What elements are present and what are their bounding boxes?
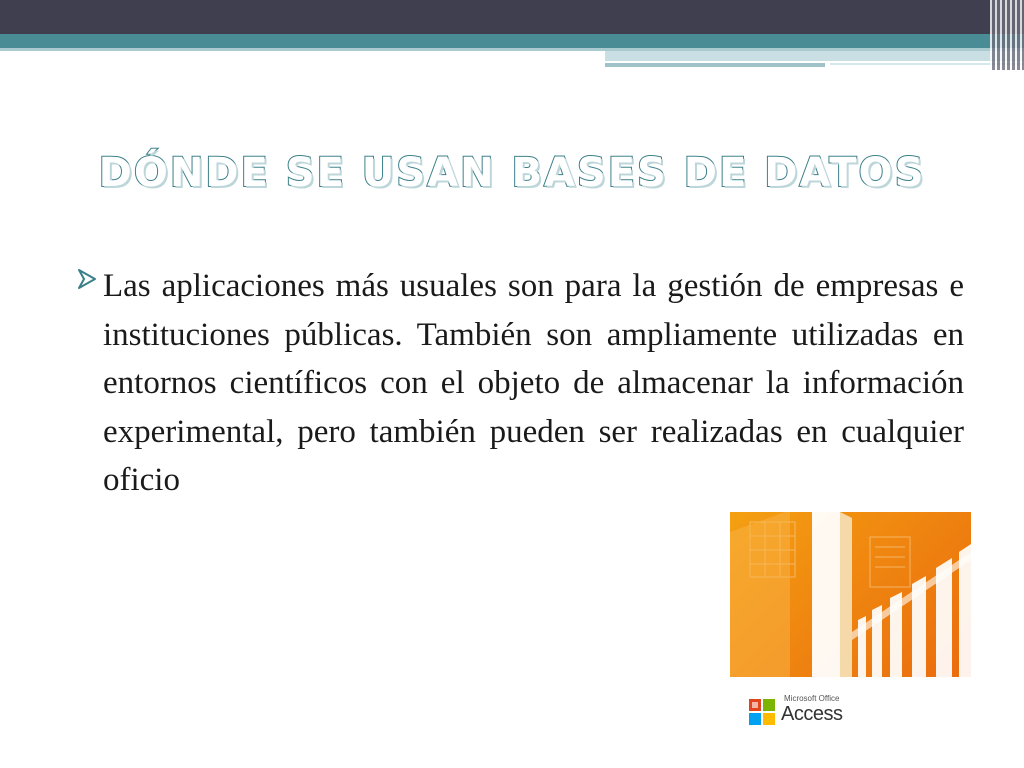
header-accent-bar	[605, 51, 1024, 61]
header-accent-line	[605, 63, 825, 67]
office-illustration	[730, 512, 971, 677]
bullet-item	[76, 262, 964, 505]
header-stripes	[990, 0, 1024, 70]
logo-product-text: Access	[781, 703, 843, 725]
bullet-text: Las aplicaciones más usuales son para la gestión de empresas e instituciones públicas. También son ampliamente utilizadas en entornos científicos con el objeto de almacenar la información experimental, pero también pueden ser realizadas en cualquier oficio	[103, 268, 964, 498]
header-teal-bar	[0, 34, 1024, 48]
logo-brand-text: Microsoft Office	[784, 694, 840, 703]
arrow-bullet-icon	[76, 268, 98, 290]
header-dark-bar	[0, 0, 1024, 34]
slide-title: DÓNDE SE USAN BASES DE DATOS	[98, 150, 926, 196]
access-logo	[748, 694, 858, 730]
office-logo-icon	[748, 698, 776, 726]
